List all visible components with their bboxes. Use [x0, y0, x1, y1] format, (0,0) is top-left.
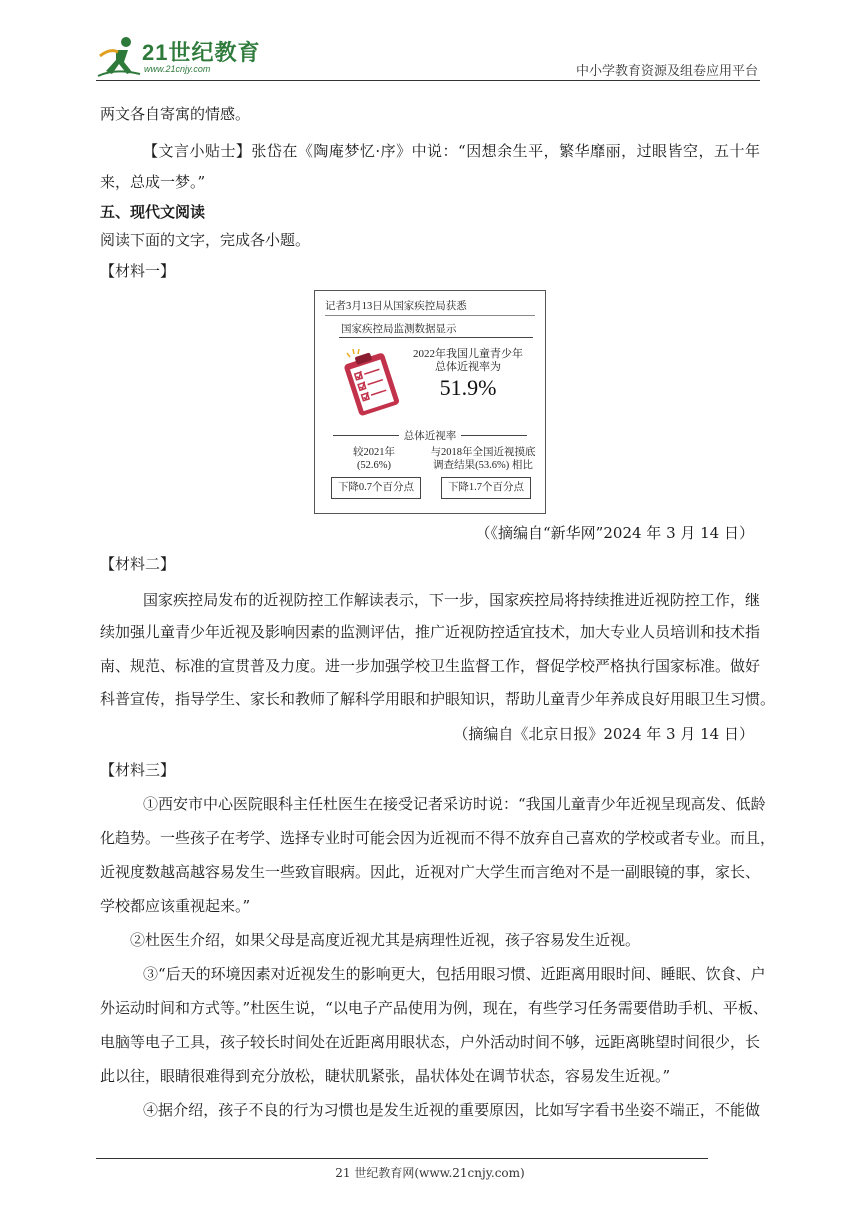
divider	[333, 435, 399, 436]
tip-line-1: 【文言小贴士】张岱在《陶庵梦忆·序》中说：“因想余生平，繁华靡丽，过眼皆空，五十年	[143, 142, 760, 160]
compare-2018-line-1: 与2018年全国近视摸底	[430, 447, 536, 458]
paragraph-3-line: 电脑等电子工具，孩子较长时间处在近距离用眼状态，户外活动时间不够，远距离眺望时间很少，长	[100, 1033, 761, 1051]
compare-2021-line-2: (52.6%)	[356, 460, 392, 471]
footer-text: 21 世纪教育网(www.21cnjy.com)	[335, 1166, 525, 1180]
text-line: 两文各自寄寓的情感。	[100, 105, 251, 123]
paragraph-1-line: 学校都应该重视起来。”	[100, 897, 251, 915]
compare-2018	[425, 446, 541, 472]
infographic-source: 记者3月13日从国家疾控局获悉	[325, 301, 467, 312]
myopia-infographic	[314, 290, 546, 514]
material-1-source: （《摘编自“新华网”2024 年 3 月 14 日）	[475, 524, 754, 542]
divider	[339, 337, 533, 338]
compare-2018-line-2: 调查结果(53.6%) 相比	[433, 460, 533, 471]
section-label: 总体近视率	[403, 431, 457, 442]
clipboard-checklist-icon	[337, 347, 409, 419]
material-2-line: 续加强儿童青少年近视及影响因素的监测评估，推广近视防控适宜技术，加大专业人员培训和技术指	[100, 623, 761, 641]
material-2-line: 科普宣传，指导学生、家长和教师了解科学用眼和护眼知识，帮助儿童青少年养成良好用眼卫生习惯。	[100, 690, 776, 708]
paragraph-3-line: 外运动时间和方式等。”杜医生说，“以电子产品使用为例，现在，有些学习任务需要借助手机、平板、	[100, 999, 768, 1017]
compare-2021	[329, 446, 419, 472]
tip-line-2: 来，总成一梦。”	[100, 173, 206, 191]
infographic-subtitle: 国家疾控局监测数据显示	[341, 324, 457, 335]
stat-label-line-2: 总体近视率为	[435, 361, 501, 373]
logo-url: www.21cnjy.com	[144, 64, 211, 74]
site-logo	[96, 34, 266, 78]
stat-label	[413, 348, 523, 374]
material-1-label: 【材料一】	[100, 262, 176, 280]
paragraph-2: ②杜医生介绍，如果父母是高度近视尤其是病理性近视，孩子容易发生近视。	[130, 931, 641, 949]
paragraph-3-line: 此以往，眼睛很难得到充分放松，睫状肌紧张，晶状体处在调节状态，容易发生近视。”	[100, 1067, 671, 1085]
section-title: 五、现代文阅读	[100, 203, 206, 221]
header-divider	[96, 80, 760, 81]
instruction: 阅读下面的文字，完成各小题。	[100, 231, 311, 249]
paragraph-1-line: 近视度数越高越容易发生一些致盲眼病。因此，近视对广大学生而言绝对不是一副眼镜的事，家长、	[100, 863, 761, 881]
footer-divider	[96, 1158, 708, 1159]
divider	[461, 435, 527, 436]
decline-box-1: 下降0.7个百分点	[331, 477, 421, 499]
paragraph-3-line: ③“后天的环境因素对近视发生的影响更大，包括用眼习惯、近距离用眼时间、睡眠、饮食、户	[143, 965, 766, 983]
paragraph-1-line: 化趋势。一些孩子在考学、选择专业时可能会因为近视而不得不放弃自己喜欢的学校或者专业。而且，	[100, 829, 776, 847]
stat-label-line-1: 2022年我国儿童青少年	[413, 348, 523, 360]
compare-2021-line-1: 较2021年	[353, 447, 395, 458]
logo-text: 21世纪教育	[142, 40, 261, 65]
material-2-label: 【材料二】	[100, 555, 176, 573]
stat-value: 51.9%	[439, 375, 497, 400]
runner-logo-icon	[96, 34, 142, 78]
material-2-source: （摘编自《北京日报》2024 年 3 月 14 日）	[453, 725, 754, 743]
material-3-label: 【材料三】	[100, 761, 176, 779]
paragraph-4: ④据介绍，孩子不良的行为习惯也是发生近视的重要原因，比如写字看书坐姿不端正，不能做	[143, 1101, 760, 1119]
paragraph-1-line: ①西安市中心医院眼科主任杜医生在接受记者采访时说：“我国儿童青少年近视呈现高发、低龄	[143, 795, 766, 813]
divider	[325, 315, 535, 316]
platform-title: 中小学教育资源及组卷应用平台	[575, 64, 758, 79]
decline-box-2: 下降1.7个百分点	[441, 477, 531, 499]
material-2-line: 国家疾控局发布的近视防控工作解读表示，下一步，国家疾控局将持续推进近视防控工作，继	[143, 591, 760, 609]
material-2-line: 南、规范、标准的宣贯普及力度。进一步加强学校卫生监督工作，督促学校严格执行国家标准。做好	[100, 657, 761, 675]
